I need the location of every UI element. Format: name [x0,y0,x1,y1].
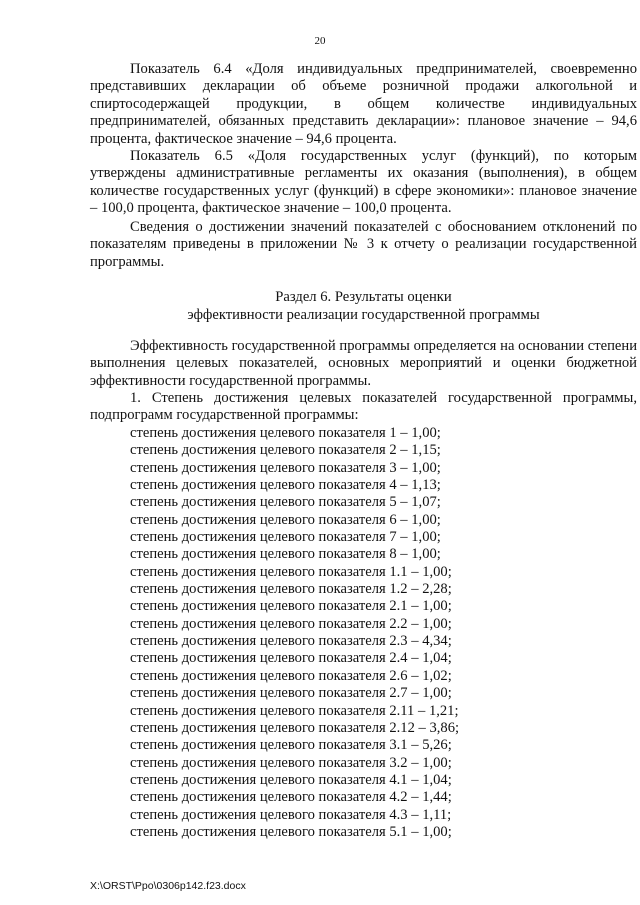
list-item: степень достижения целевого показателя 4.3 – 1,11; [130,806,452,823]
indicator-list [130,425,459,841]
section-heading [90,288,637,324]
list-item: степень достижения целевого показателя 1.2 – 2,28; [130,581,452,598]
list-item: степень достижения целевого показателя 3.1 – 5,26; [130,737,452,754]
list-item: степень достижения целевого показателя 1.1 – 1,00; [130,563,452,580]
list-item: степень достижения целевого показателя 2.2 – 1,00; [130,615,452,632]
paragraph-indicator-6-5: Показатель 6.5 «Доля государственных услуг (функций), по которым утверждены административные регламенты их оказания (выполнения), в общем количестве государственных услуг (функций) в сфере экономики»: плановое значение – 100,0 процента, фактическое значение – 100,0 процента. [90,148,637,217]
list-item: степень достижения целевого показателя 3 – 1,00; [130,459,441,476]
paragraph-indicator-6-4: Показатель 6.4 «Доля индивидуальных предпринимателей, своевременно представивших декларации об объеме розничной продажи алкогольной и спиртосодержащей продукции, в общем количестве индивидуальных предпринимателей, обязанных представить декларации»: плановое значение – 94,6 процента, фактическое значение – 94,6 процента. [90,61,637,147]
list-item: степень достижения целевого показателя 2.4 – 1,04; [130,650,452,667]
list-item: степень достижения целевого показателя 6 – 1,00; [130,511,441,528]
list-item: степень достижения целевого показателя 1 – 1,00; [130,425,441,441]
paragraph-efficiency: Эффективность государственной программы определяется на основании степени выполнения целевых показателей, основных мероприятий и оценки бюджетной эффективности государственной программы. [90,338,637,389]
list-item: степень достижения целевого показателя 5 – 1,07; [130,494,441,511]
footer-file-path: X:\ORST\Ppo\0306p142.f23.docx [90,880,246,892]
list-item: степень достижения целевого показателя 3.2 – 1,00; [130,754,452,771]
list-item: степень достижения целевого показателя 4.2 – 1,44; [130,789,452,806]
list-item: степень достижения целевого показателя 4.1 – 1,04; [130,771,452,788]
list-item: степень достижения целевого показателя 8 – 1,00; [130,546,441,563]
list-item: степень достижения целевого показателя 4 – 1,13; [130,477,441,494]
list-item: степень достижения целевого показателя 2.1 – 1,00; [130,598,452,615]
list-item: степень достижения целевого показателя 2.3 – 4,34; [130,633,452,650]
paragraph-degree-intro: 1. Степень достижения целевых показателей государственной программы, подпрограмм государственной программы: [90,390,637,424]
page-number: 20 [314,35,326,47]
list-item: степень достижения целевого показателя 2 – 1,15; [130,442,441,459]
list-item: степень достижения целевого показателя 2.11 – 1,21; [130,702,459,719]
list-item: степень достижения целевого показателя 7 – 1,00; [130,529,441,546]
list-item: степень достижения целевого показателя 2.6 – 1,02; [130,667,452,684]
list-item: степень достижения целевого показателя 5.1 – 1,00; [130,823,452,840]
list-item: степень достижения целевого показателя 2.7 – 1,00; [130,685,452,702]
section-heading-line-1: Раздел 6. Результаты оценки [275,289,452,305]
list-item: степень достижения целевого показателя 2.12 – 3,86; [130,719,460,736]
section-heading-line-2: эффективности реализации государственной программы [187,307,540,323]
paragraph-appendix-reference: Сведения о достижении значений показателей с обоснованием отклонений по показателям приведены в приложении № 3 к отчету о реализации государственной программы. [90,219,637,270]
